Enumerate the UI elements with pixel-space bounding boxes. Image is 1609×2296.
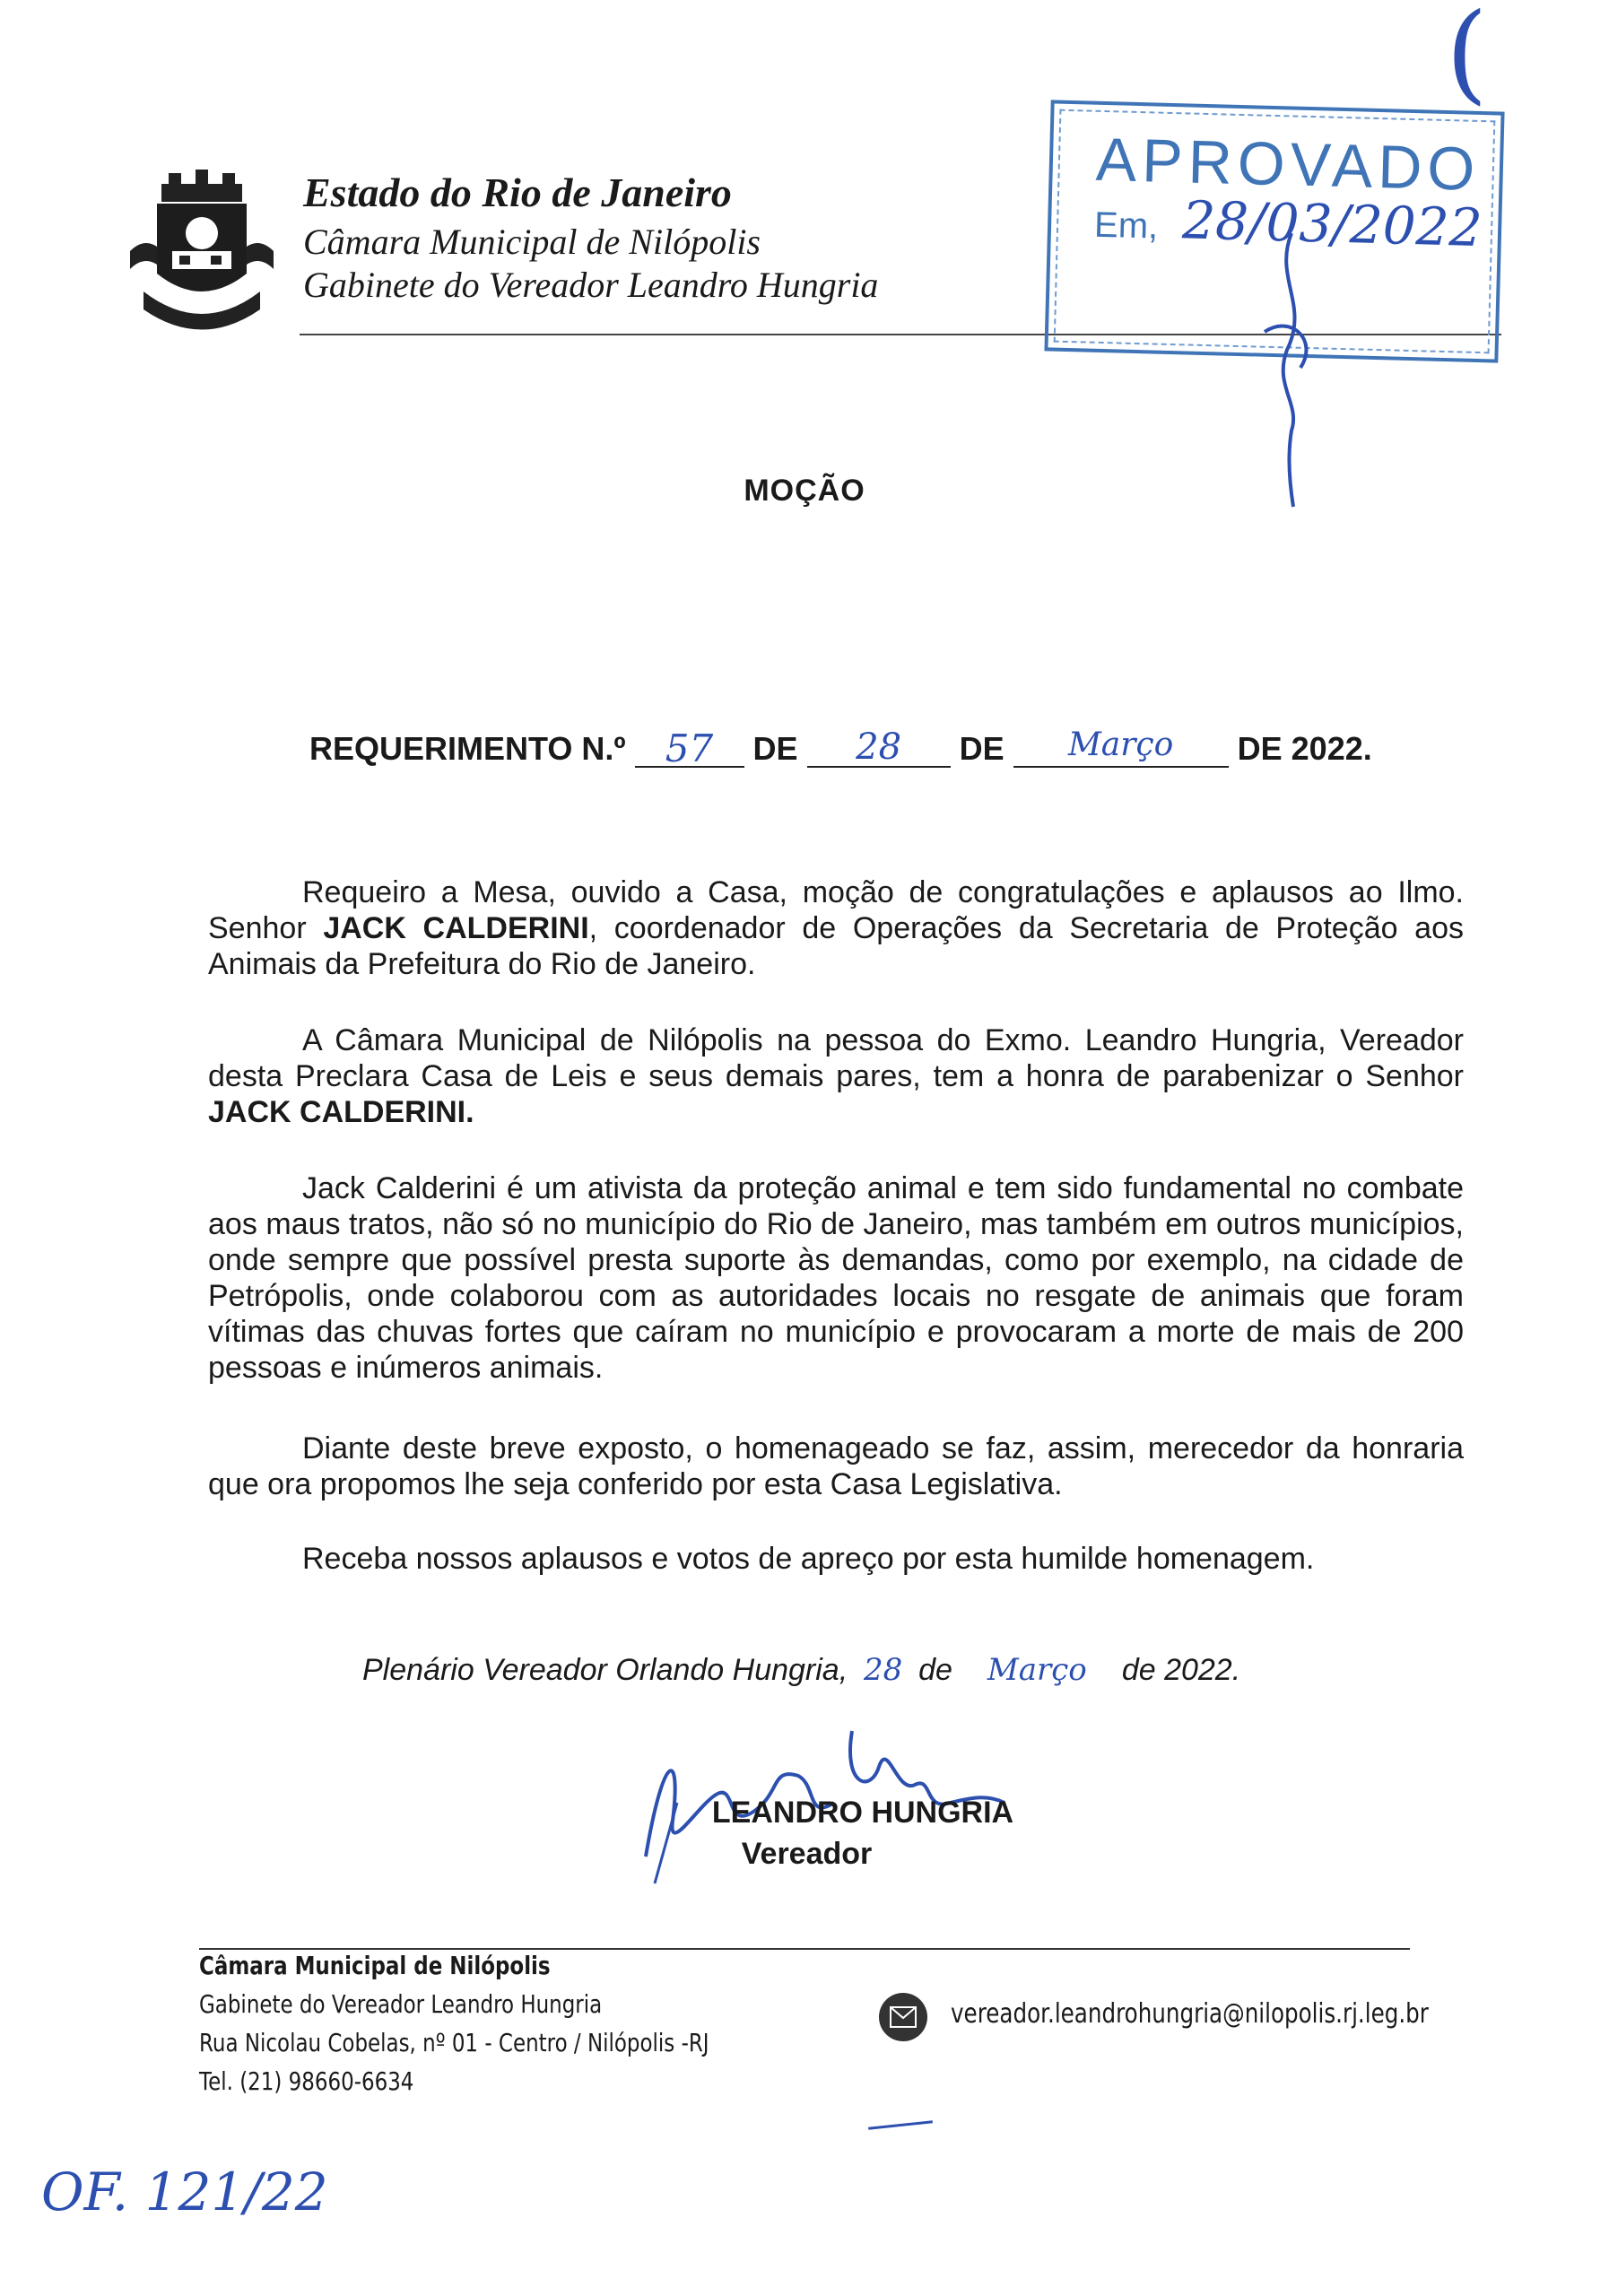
footer-address: Rua Nicolau Cobelas, nº 01 - Centro / Nilópolis -RJ	[199, 2028, 709, 2057]
closing-year: de 2022.	[1121, 1653, 1241, 1687]
paragraph-2-text: A Câmara Municipal de Nilópolis na pessoa do Exmo. Leandro Hungria, Vereador desta Preclara Casa de Leis e seus demais pares, tem a honra de parabenizar o Senhor	[208, 1023, 1464, 1093]
paragraph-3-text: Jack Calderini é um ativista da proteção animal e tem sido fundamental no combate aos maus tratos, não só no município do Rio de Janeiro, mas também em outros municípios, onde sempre que possível presta suporte às demandas, como por exemplo, na cidade de Petrópolis, onde colaborou com as autoridades locais no resgate de animais que foram vítimas das chuvas fortes que caíram no município e provocaram a morte de mais de 200 pessoas e inúmeros animais.	[208, 1171, 1464, 1385]
stamp-em-label: Em,	[1093, 204, 1159, 247]
closing-place: Plenário Vereador Orlando Hungria,	[362, 1653, 848, 1687]
paragraph-1	[208, 874, 1464, 982]
requerimento-line	[309, 726, 1372, 768]
requerimento-number: 57	[635, 726, 744, 768]
municipal-crest-icon	[126, 166, 278, 345]
stamp-approved-text: APROVADO	[1095, 125, 1482, 204]
handwritten-mark: (	[1446, 0, 1488, 116]
paragraph-2	[208, 1022, 1464, 1130]
requerimento-day: 28	[807, 726, 951, 768]
footer-phone: Tel. (21) 98660-6634	[199, 2066, 414, 2096]
closing-day: 28	[863, 1652, 903, 1688]
closing-month: Março	[987, 1652, 1087, 1688]
signatory-name: LEANDRO HUNGRIA	[711, 1796, 1014, 1830]
header-state: Estado do Rio de Janeiro	[303, 170, 732, 215]
handwritten-office-note: OF. 121/22	[41, 2161, 328, 2222]
paragraph-1-text-b: , coordenador de Operações da Secretaria de Proteção aos Animais da Prefeitura do Rio de Janeiro.	[208, 911, 1464, 981]
paragraph-5-text: Receba nossos aplausos e votos de apreço por esta humilde homenagem.	[302, 1542, 1315, 1576]
requerimento-year: DE 2022.	[1237, 730, 1372, 767]
footer-chamber: Câmara Municipal de Nilópolis	[199, 1951, 551, 1980]
closing-de: de	[918, 1653, 952, 1687]
requerimento-month: Março	[1013, 726, 1229, 768]
header-office: Gabinete do Vereador Leandro Hungria	[303, 265, 879, 305]
paragraph-4-text: Diante deste breve exposto, o homenageado se faz, assim, merecedor da honraria que ora propomos lhe seja conferido por esta Casa Legislativa.	[208, 1431, 1464, 1501]
stamp-signature-icon	[1238, 224, 1345, 511]
footer-divider	[199, 1948, 1410, 1950]
paragraph-1-text-a: Requeiro a Mesa, ouvido a Casa, moção de congratulações e aplausos ao Ilmo. Senhor	[208, 875, 1464, 945]
paragraph-3	[208, 1170, 1464, 1386]
signatory-role: Vereador	[741, 1837, 873, 1871]
handwritten-dash	[868, 2120, 933, 2130]
requerimento-de1: DE	[752, 730, 798, 767]
header-chamber: Câmara Municipal de Nilópolis	[303, 222, 761, 262]
paragraph-5	[208, 1541, 1464, 1577]
honoree-name: JACK CALDERINI.	[208, 1095, 474, 1129]
closing-line	[362, 1652, 1240, 1688]
footer-email[interactable]: vereador.leandrohungria@nilopolis.rj.leg.br	[951, 1998, 1429, 2030]
envelope-icon	[879, 1993, 927, 2041]
footer-office: Gabinete do Vereador Leandro Hungria	[199, 1989, 603, 2019]
stamp-date: 28/03/2022	[1181, 189, 1483, 259]
requerimento-de2: DE	[959, 730, 1005, 767]
paragraph-4	[208, 1431, 1464, 1502]
honoree-name: JACK CALDERINI	[323, 911, 589, 945]
document-title: MOÇÃO	[744, 474, 865, 508]
requerimento-label: REQUERIMENTO N.º	[309, 730, 626, 767]
